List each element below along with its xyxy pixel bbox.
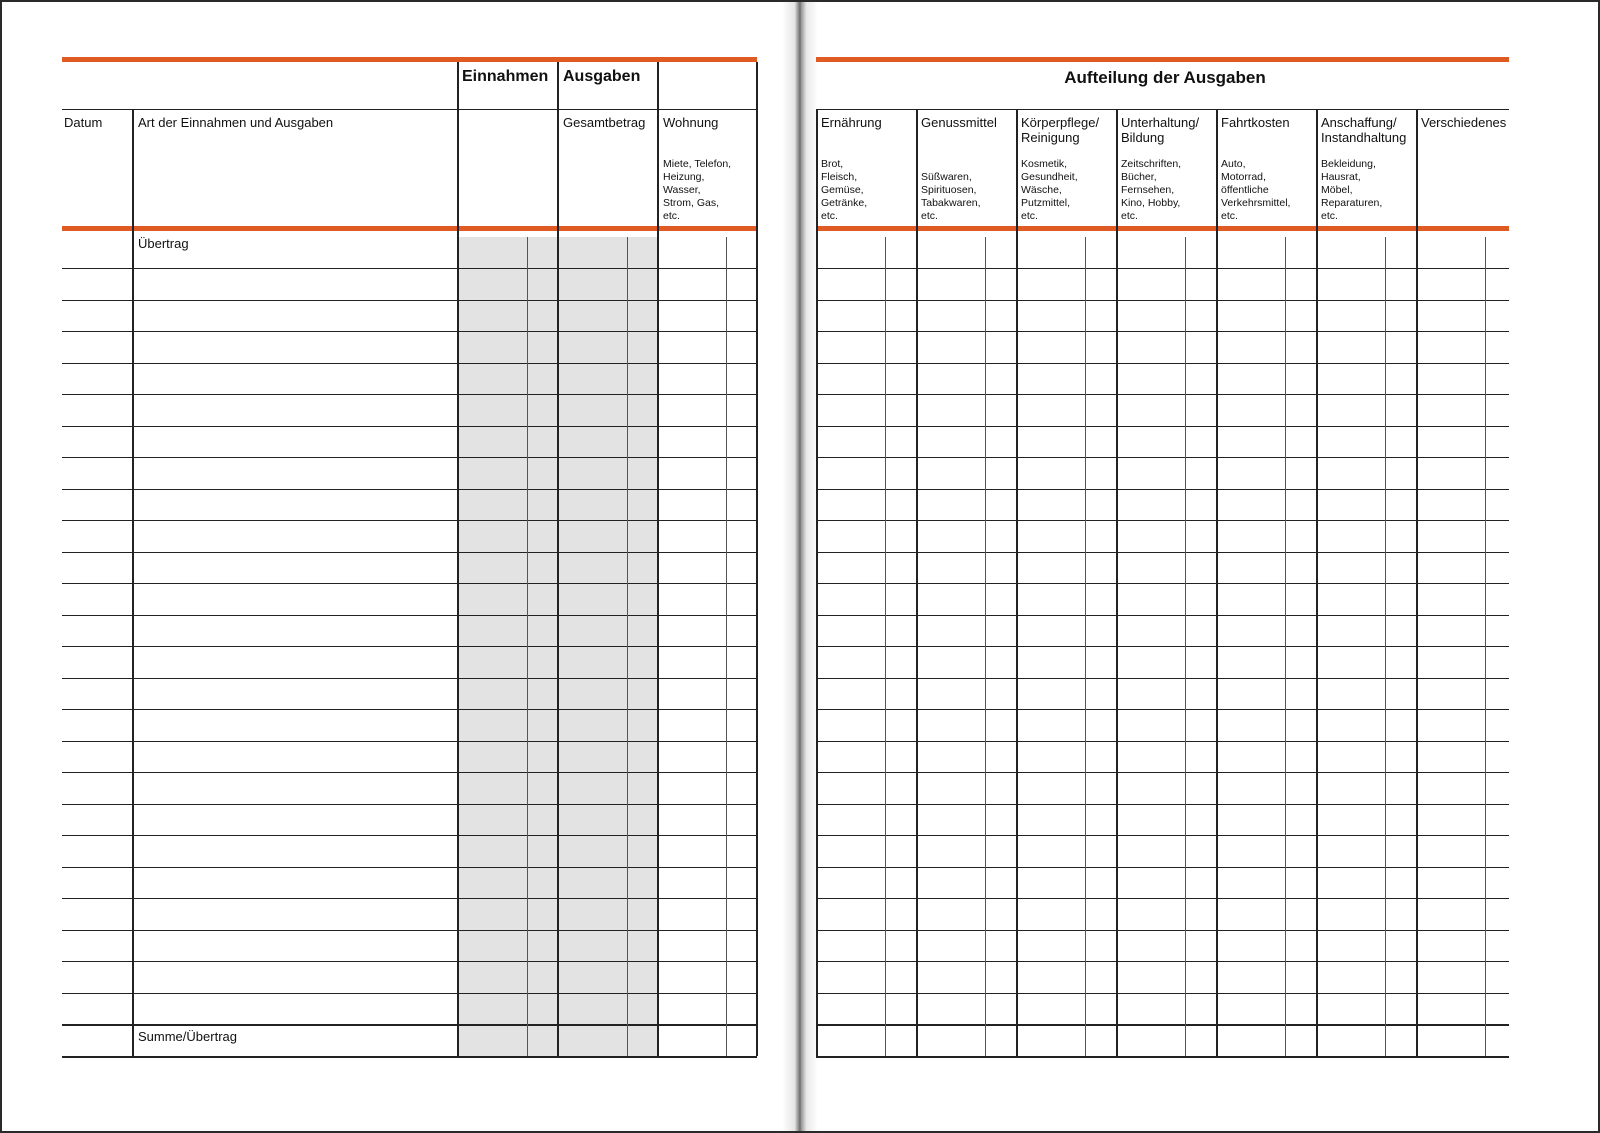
category-subitem: Bücher, <box>1121 171 1157 183</box>
category-divider <box>1016 109 1018 1056</box>
category-subitem: Bekleidung, <box>1321 158 1376 170</box>
top-accent-rule-right <box>816 57 1509 62</box>
category-cents-divider <box>1185 237 1186 1056</box>
housing-subcategory-item: Wasser, <box>663 184 701 196</box>
table-top-accent-rule-right <box>816 226 1509 231</box>
housing-subcategory-item: Heizung, <box>663 171 705 183</box>
category-label: Ernährung <box>821 115 882 130</box>
sum-carry-over-label: Summe/Übertrag <box>138 1029 237 1044</box>
divider-expenses-housing <box>657 62 659 1056</box>
category-subitem: Kino, Hobby, <box>1121 197 1181 209</box>
category-subitem: Fleisch, <box>821 171 858 183</box>
category-cents-divider <box>985 237 986 1056</box>
row-line <box>62 646 757 647</box>
row-line <box>62 1056 757 1058</box>
row-line <box>816 678 1509 679</box>
row-line <box>62 426 757 427</box>
category-label: Fahrtkosten <box>1221 115 1290 130</box>
type-column-header: Art der Einnahmen und Ausgaben <box>138 115 334 130</box>
category-subitems <box>1021 158 1115 223</box>
row-line <box>816 520 1509 521</box>
row-line <box>62 961 757 962</box>
category-subitems <box>1321 158 1415 223</box>
row-line <box>62 678 757 679</box>
category-cents-divider <box>1485 237 1486 1056</box>
row-line <box>62 552 757 553</box>
row-line <box>816 1056 1509 1058</box>
category-subitem: etc. <box>921 210 938 222</box>
category-subitem: Gemüse, <box>821 184 864 196</box>
row-line <box>816 804 1509 805</box>
category-subitem: etc. <box>1021 210 1038 222</box>
category-label: Reinigung <box>1021 130 1080 145</box>
row-line <box>816 583 1509 584</box>
row-line <box>62 804 757 805</box>
income-cents-divider <box>527 237 528 1056</box>
expenses-header: Ausgaben <box>563 68 641 85</box>
housing-subcategory-item: Miete, Telefon, <box>663 158 732 170</box>
row-line <box>62 300 757 301</box>
ledger-spread <box>2 2 1598 1131</box>
divider-income-expenses <box>557 62 559 1056</box>
category-subitem: Putzmittel, <box>1021 197 1071 209</box>
top-accent-rule <box>62 57 757 62</box>
category-subitem: Getränke, <box>821 197 868 209</box>
row-line <box>816 552 1509 553</box>
row-line <box>816 426 1509 427</box>
row-line <box>62 394 757 395</box>
row-line <box>62 741 757 742</box>
category-divider <box>1316 109 1318 1056</box>
category-subitem: etc. <box>1321 210 1338 222</box>
row-line <box>816 961 1509 962</box>
category-cents-divider <box>1085 237 1086 1056</box>
row-line <box>62 993 757 994</box>
divider-date-type <box>132 109 134 1056</box>
category-subitem: Kosmetik, <box>1021 158 1068 170</box>
category-divider <box>916 109 918 1056</box>
category-label: Verschiedenes <box>1421 115 1507 130</box>
row-line <box>816 1024 1509 1026</box>
right-page <box>818 2 1598 1131</box>
row-line <box>62 615 757 616</box>
row-line <box>816 331 1509 332</box>
row-line <box>816 300 1509 301</box>
total-column-header: Gesamtbetrag <box>563 115 646 130</box>
row-line <box>816 993 1509 994</box>
category-header <box>1021 115 1115 145</box>
category-header <box>1421 115 1515 130</box>
row-line <box>816 898 1509 899</box>
row-line <box>816 394 1509 395</box>
housing-subcategory-item: etc. <box>663 210 680 222</box>
category-header <box>1121 115 1215 145</box>
category-subitem: Brot, <box>821 158 844 170</box>
row-line <box>62 457 757 458</box>
divider-housing-edge <box>756 62 758 1056</box>
category-divider <box>816 109 818 1056</box>
expenses-cents-divider <box>627 237 628 1056</box>
carry-over-label: Übertrag <box>138 236 189 251</box>
category-subitem: etc. <box>821 210 838 222</box>
category-header <box>921 115 1015 130</box>
category-divider <box>1416 109 1418 1056</box>
row-line <box>816 835 1509 836</box>
header-rule <box>62 109 757 110</box>
row-line <box>816 709 1509 710</box>
row-line <box>816 363 1509 364</box>
housing-subcategory-item: Strom, Gas, <box>663 197 720 209</box>
row-line <box>62 930 757 931</box>
row-line <box>816 930 1509 931</box>
row-line <box>816 457 1509 458</box>
category-header <box>1321 115 1415 145</box>
row-line <box>62 1024 757 1026</box>
book-gutter <box>782 2 818 1131</box>
category-header <box>821 115 915 130</box>
row-line <box>62 489 757 490</box>
category-label: Körperpflege/ <box>1021 115 1100 130</box>
category-subitem: Wäsche, <box>1021 184 1062 196</box>
category-subitem: Möbel, <box>1321 184 1353 196</box>
income-header: Einnahmen <box>462 68 549 85</box>
row-line <box>816 867 1509 868</box>
left-page <box>2 2 782 1131</box>
row-line <box>62 268 757 269</box>
category-cents-divider <box>885 237 886 1056</box>
row-line <box>62 520 757 521</box>
category-label: Bildung <box>1121 130 1165 145</box>
row-line <box>62 898 757 899</box>
row-line <box>62 363 757 364</box>
category-cents-divider <box>1285 237 1286 1056</box>
category-subitems <box>921 171 1015 223</box>
category-subitem: Gesundheit, <box>1021 171 1078 183</box>
category-subitem: Motorrad, <box>1221 171 1266 183</box>
category-divider <box>1116 109 1118 1056</box>
category-subitem: öffentliche <box>1221 184 1269 196</box>
row-line <box>816 646 1509 647</box>
table-top-accent-rule <box>62 226 757 231</box>
category-subitem: Spirituosen, <box>921 184 977 196</box>
row-line <box>816 615 1509 616</box>
category-divider <box>1216 109 1218 1056</box>
row-line <box>816 268 1509 269</box>
row-line <box>62 867 757 868</box>
row-line <box>62 772 757 773</box>
category-subitems <box>1121 158 1215 223</box>
category-subitem: etc. <box>1221 210 1238 222</box>
row-line <box>816 772 1509 773</box>
row-line <box>62 583 757 584</box>
housing-column-header: Wohnung <box>663 115 719 130</box>
category-subitem: Reparaturen, <box>1321 197 1383 209</box>
category-cents-divider <box>1385 237 1386 1056</box>
category-label: Instandhaltung <box>1321 130 1407 145</box>
row-line <box>62 709 757 710</box>
category-label: Genussmittel <box>921 115 997 130</box>
category-subitem: Auto, <box>1221 158 1246 170</box>
row-line <box>816 489 1509 490</box>
category-subitems <box>821 158 915 223</box>
header-rule-right <box>816 109 1509 110</box>
housing-subcategories <box>663 158 731 223</box>
expense-breakdown-title: Aufteilung der Ausgaben <box>1064 68 1266 87</box>
category-subitem: Fernsehen, <box>1121 184 1175 196</box>
category-header <box>1221 115 1315 130</box>
row-line <box>62 835 757 836</box>
category-subitem: Zeitschriften, <box>1121 158 1182 170</box>
category-label: Anschaffung/ <box>1321 115 1397 130</box>
category-label: Unterhaltung/ <box>1121 115 1200 130</box>
category-subitem: Verkehrsmittel, <box>1221 197 1291 209</box>
category-subitem: Tabakwaren, <box>921 197 981 209</box>
category-subitem: Hausrat, <box>1321 171 1361 183</box>
row-line <box>62 331 757 332</box>
divider-type-income <box>457 62 459 1056</box>
category-subitem: etc. <box>1121 210 1138 222</box>
housing-cents-divider <box>726 237 727 1056</box>
date-column-header: Datum <box>64 115 103 130</box>
row-line <box>816 741 1509 742</box>
category-subitem: Süßwaren, <box>921 171 972 183</box>
category-subitems <box>1221 158 1315 223</box>
